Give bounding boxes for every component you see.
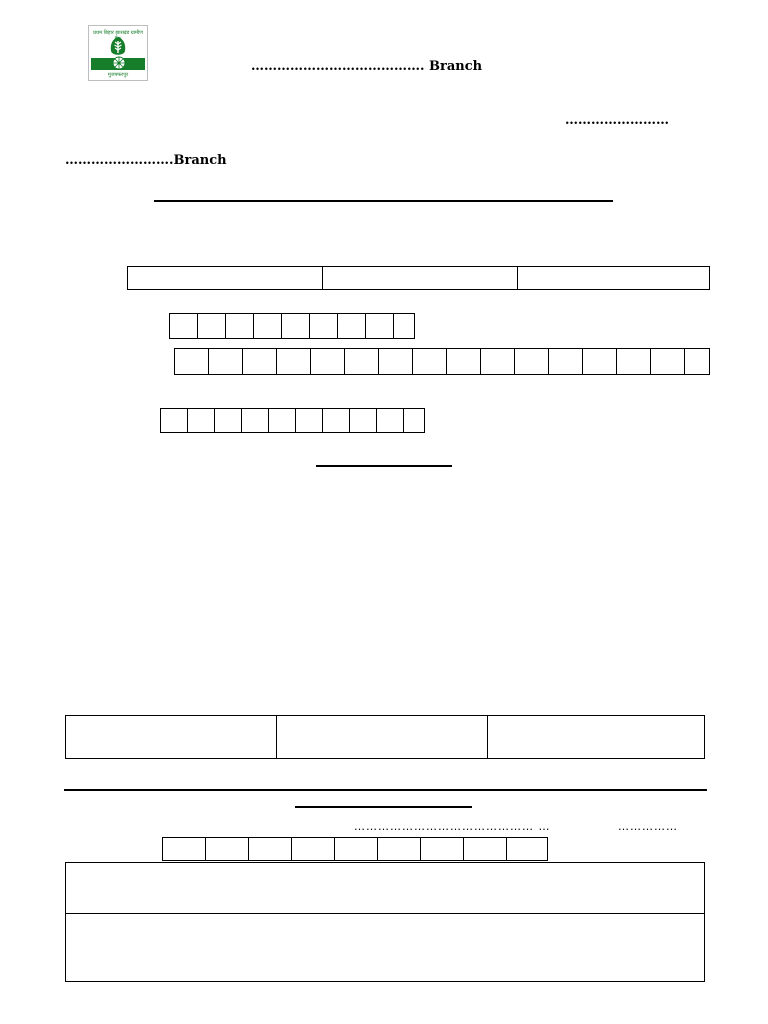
char-box[interactable] xyxy=(323,409,350,432)
char-box[interactable] xyxy=(377,409,404,432)
char-box[interactable] xyxy=(311,349,345,374)
char-box[interactable] xyxy=(685,349,709,374)
char-box[interactable] xyxy=(215,409,242,432)
char-box[interactable] xyxy=(161,409,188,432)
top-branch-text: …………………………………. Branch xyxy=(251,59,483,74)
char-box[interactable] xyxy=(413,349,447,374)
char-box[interactable] xyxy=(617,349,651,374)
logo-top-text: प्रथम बिहार झारखंड ग्रामीण xyxy=(93,30,143,36)
char-box[interactable] xyxy=(249,838,292,860)
char-box[interactable] xyxy=(651,349,685,374)
name-boxes xyxy=(174,348,710,375)
char-box[interactable] xyxy=(254,314,282,338)
char-box[interactable] xyxy=(163,838,206,860)
signature-cell[interactable] xyxy=(66,716,277,758)
account-number-boxes xyxy=(169,313,415,339)
signature-cell[interactable] xyxy=(488,716,704,758)
title-underline xyxy=(154,200,613,202)
char-box[interactable] xyxy=(338,314,366,338)
number-boxes xyxy=(160,408,425,433)
char-box[interactable] xyxy=(310,314,338,338)
ack-dots-short: …………… xyxy=(618,820,678,833)
char-box[interactable] xyxy=(549,349,583,374)
char-box[interactable] xyxy=(345,349,379,374)
char-box[interactable] xyxy=(366,314,394,338)
char-box[interactable] xyxy=(243,349,277,374)
ack-dots-long: ……………………………………… … xyxy=(354,820,551,833)
top-table-cell[interactable] xyxy=(518,267,709,289)
char-box[interactable] xyxy=(447,349,481,374)
top-table-cell[interactable] xyxy=(128,267,323,289)
char-box[interactable] xyxy=(206,838,249,860)
char-box[interactable] xyxy=(464,838,507,860)
signature-table xyxy=(65,715,705,759)
char-box[interactable] xyxy=(515,349,549,374)
char-box[interactable] xyxy=(394,314,414,338)
page-separator xyxy=(64,789,707,791)
char-box[interactable] xyxy=(170,314,198,338)
ack-number-boxes xyxy=(162,837,548,861)
char-box[interactable] xyxy=(296,409,323,432)
char-box[interactable] xyxy=(421,838,464,860)
char-box[interactable] xyxy=(242,409,269,432)
signature-cell[interactable] xyxy=(277,716,488,758)
bank-logo xyxy=(88,25,148,81)
ack-table-row[interactable] xyxy=(66,863,704,914)
right-dots: …………………… xyxy=(565,113,669,128)
char-box[interactable] xyxy=(175,349,209,374)
char-box[interactable] xyxy=(226,314,254,338)
logo-band xyxy=(91,58,145,70)
char-box[interactable] xyxy=(209,349,243,374)
char-box[interactable] xyxy=(404,409,424,432)
ack-underline xyxy=(295,806,472,808)
left-branch-text: …………………….Branch xyxy=(65,153,227,168)
char-box[interactable] xyxy=(350,409,377,432)
top-table-cell[interactable] xyxy=(323,267,518,289)
char-box[interactable] xyxy=(335,838,378,860)
wheel-icon xyxy=(112,56,126,70)
char-box[interactable] xyxy=(269,409,296,432)
ack-table xyxy=(65,862,705,982)
ack-table-row[interactable] xyxy=(66,914,704,981)
char-box[interactable] xyxy=(378,838,421,860)
char-box[interactable] xyxy=(481,349,515,374)
char-box[interactable] xyxy=(583,349,617,374)
char-box[interactable] xyxy=(292,838,335,860)
char-box[interactable] xyxy=(282,314,310,338)
char-box[interactable] xyxy=(188,409,215,432)
section-underline xyxy=(316,465,452,467)
char-box[interactable] xyxy=(198,314,226,338)
logo-bottom-text: मुजफ्फरपुर xyxy=(107,72,129,78)
char-box[interactable] xyxy=(277,349,311,374)
char-box[interactable] xyxy=(507,838,547,860)
top-table xyxy=(127,266,710,290)
char-box[interactable] xyxy=(379,349,413,374)
